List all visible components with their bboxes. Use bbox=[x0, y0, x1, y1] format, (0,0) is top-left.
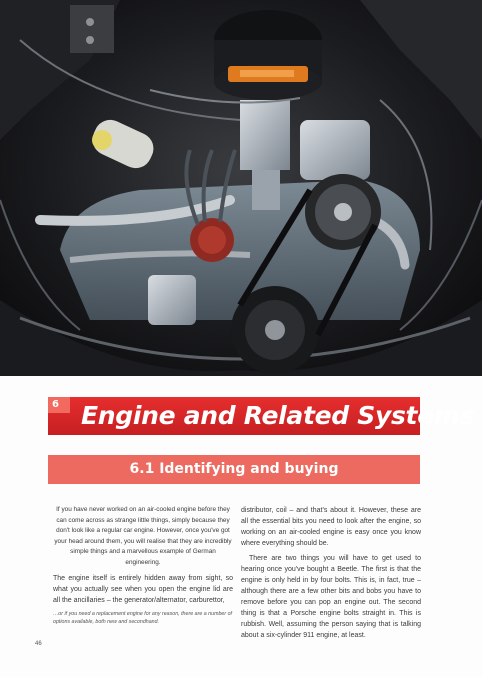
intro-paragraph: If you have never worked on an air-cooled engine before they can come across as strange little things, simply because they don't look like a regular car engine. However, once you've got your head around them, you will realise that they are incredibly simple things and a marvellous example of German engineering. bbox=[54, 506, 232, 566]
body-paragraph: The engine itself is entirely hidden away from sight, so what you actually see when you open the engine lid are all the ancillaries – the generator/alternator, carburettor, bbox=[53, 574, 233, 604]
body-paragraph: distributor, coil – and that's about it. However, these are all the essential bits you need to look after the engine, so working on an air-cooled engine is easy once you know where everything should be. bbox=[241, 507, 421, 547]
photo-caption: …or if you need a replacement engine for any reason, there are a number of options available, both new and secondhand. bbox=[53, 610, 233, 625]
page-number: 46 bbox=[35, 641, 42, 647]
chapter-heading-bar bbox=[48, 397, 475, 435]
section-title: 6.1 Identifying and buying bbox=[129, 461, 339, 477]
section-heading-bar bbox=[48, 455, 420, 484]
body-column-right bbox=[241, 505, 421, 645]
body-column-left bbox=[53, 505, 233, 630]
chapter-number: 6 bbox=[52, 399, 59, 410]
body-paragraph: There are two things you will have to get used to hearing once you've bought a Beetle. The first is that the engine is only held in by four bolts. This is, in fact, true – although there are a few other bits and bobs you have to remove before you can pop an engine out. The second thing is that a Porsche engine bolts straight in. This is rubbish. Well, assuming the person saying that is talking about a six-cylinder 911 engine, at least. bbox=[241, 555, 421, 639]
chapter-title: Engine and Related Systems bbox=[81, 401, 475, 430]
